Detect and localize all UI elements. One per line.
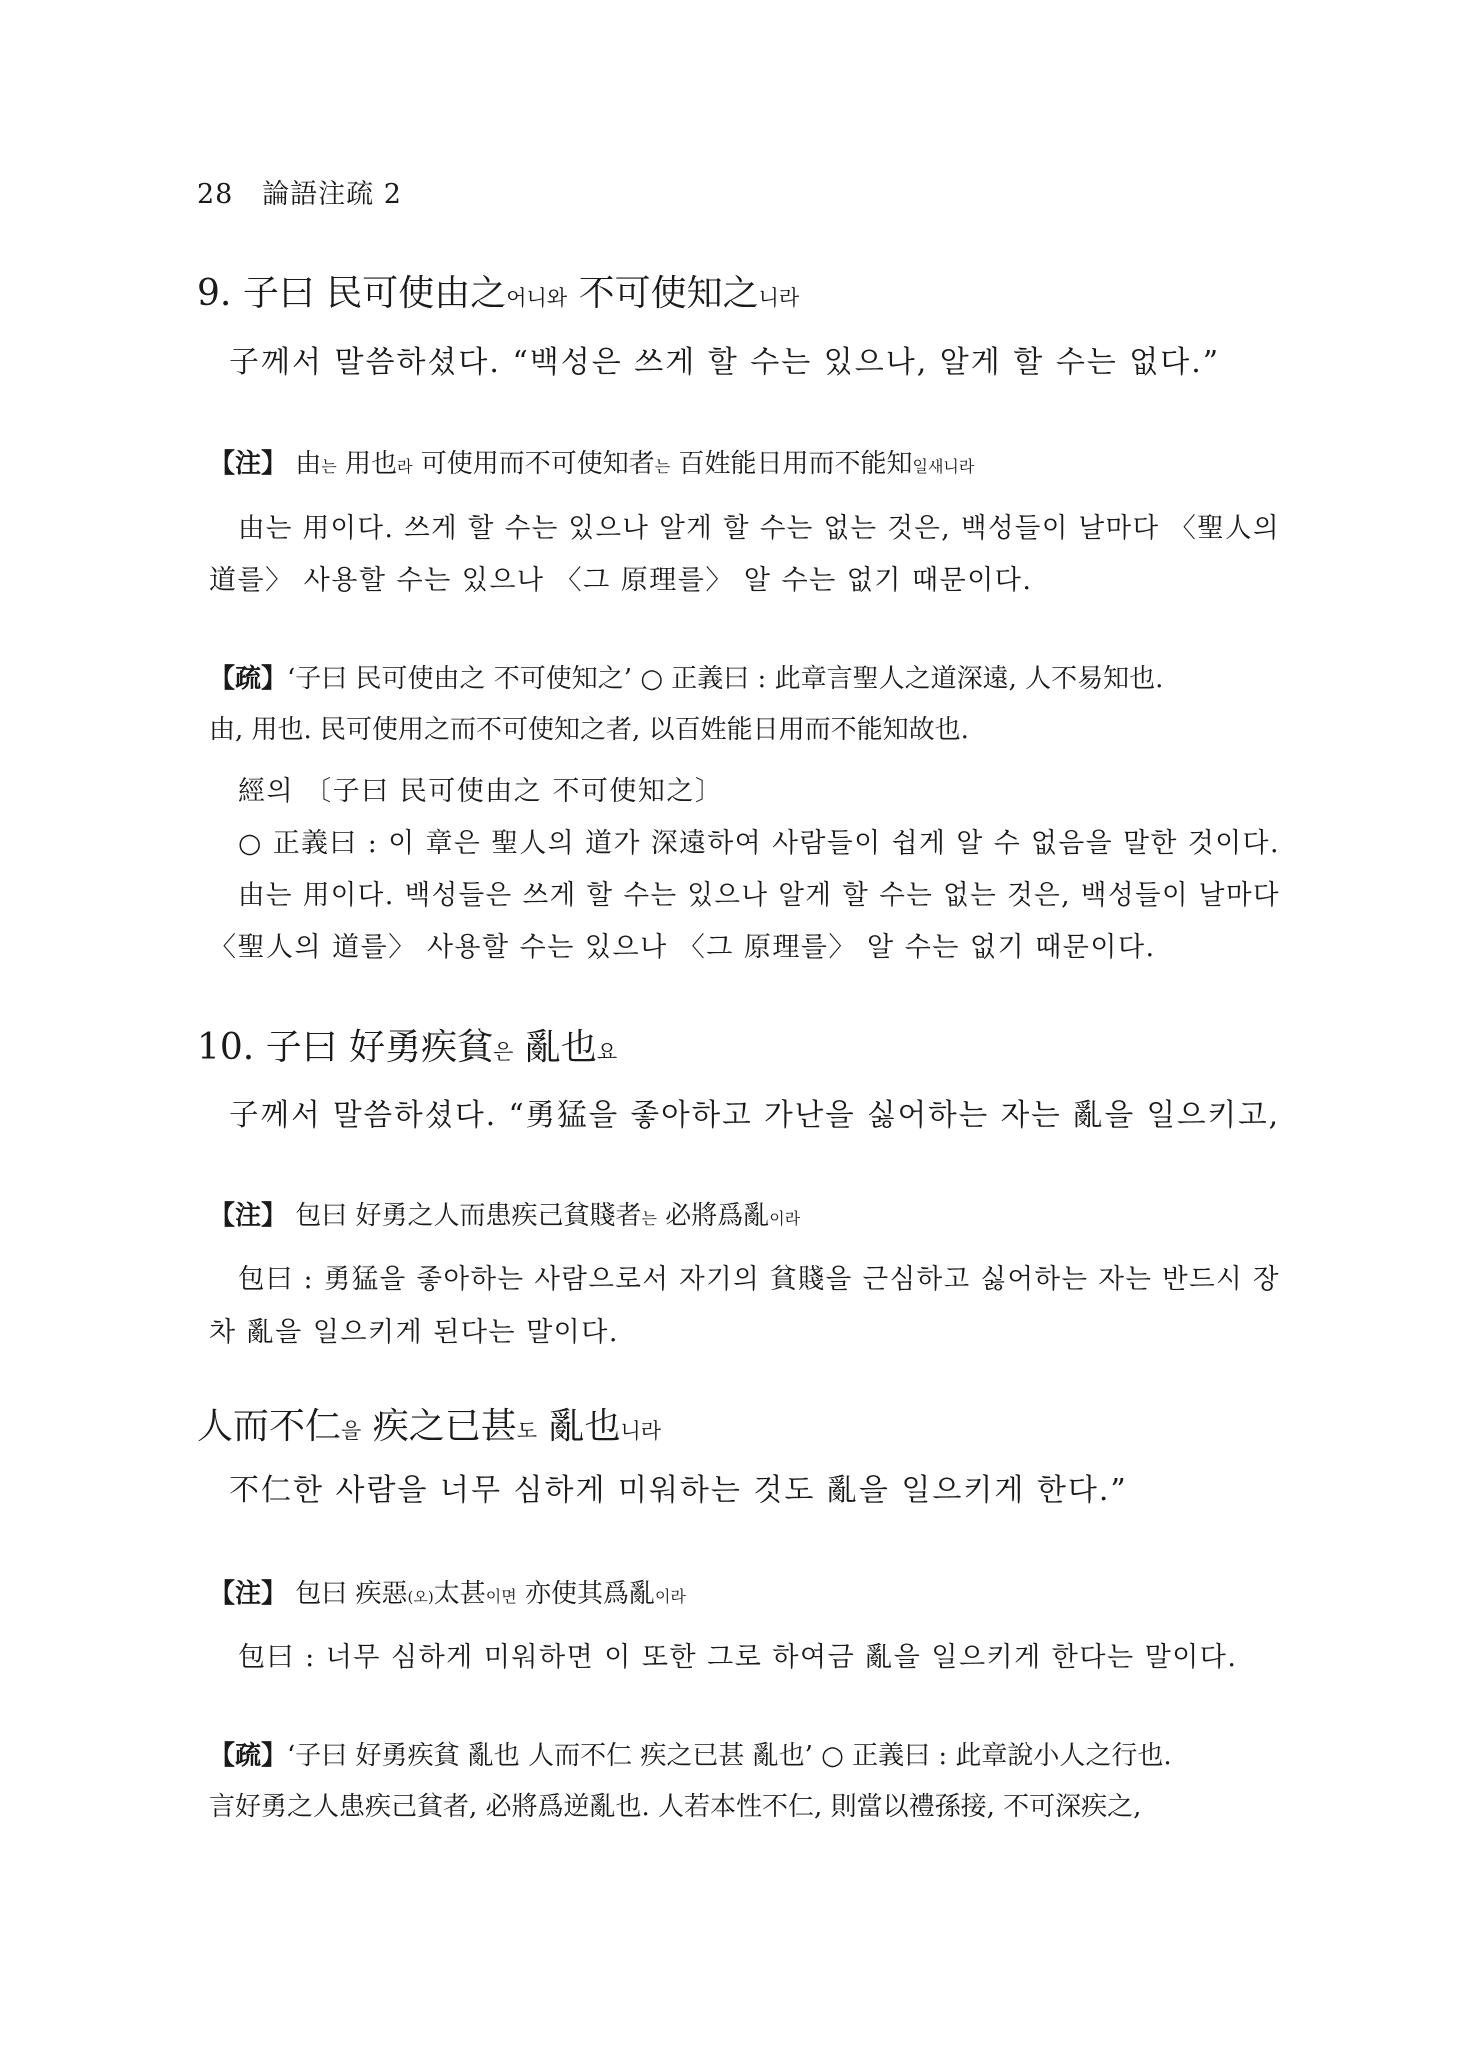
- gloss-particle: 은: [493, 1040, 514, 1064]
- section-9-subcommentary-translation-line-3: 由는 用이다. 백성들은 쓰게 할 수는 있으나 알게 할 수는 없는 것은, 백성들이 날마다: [238, 880, 1281, 911]
- gloss-particle: 도: [516, 1419, 538, 1443]
- section-10-subcommentary-line-1: [209, 1743, 1172, 1769]
- section-10-second-commentary: [209, 1581, 686, 1607]
- section-number: 9.: [197, 273, 232, 314]
- commentary-text: 百姓能日用而不能知: [670, 449, 913, 479]
- section-10-second-commentary-translation: 包曰 : 너무 심하게 미워하면 이 또한 그로 하여금 亂을 일으키게 한다는 말이다.: [238, 1642, 1238, 1673]
- gloss-particle: 이라: [654, 1587, 686, 1606]
- commentary-text: 必將爲亂: [657, 1201, 770, 1231]
- section-10-subcommentary-line-2: 言好勇之人患疾己貧者, 必將爲逆亂也. 人若本性不仁, 則當以禮孫接, 不可深疾之,: [209, 1792, 1142, 1822]
- subcommentary-tag: 【疏】: [209, 1741, 288, 1771]
- running-header: [197, 181, 402, 208]
- classical-text: 不可使知之: [567, 273, 759, 314]
- section-9-commentary: [209, 451, 974, 477]
- section-9-translation: 子께서 말씀하셨다. “백성은 쓰게 할 수는 있으나, 알게 할 수는 없다.”: [229, 345, 1221, 380]
- gloss-particle: 니라: [620, 1419, 662, 1443]
- page-number: 28: [197, 179, 234, 210]
- commentary-text: 可使用而不可使知者: [412, 449, 655, 479]
- section-9-heading: [197, 273, 800, 314]
- commentary-text: 用也: [336, 449, 398, 479]
- commentary-text: 由: [287, 449, 322, 479]
- classical-text: 亂也: [513, 1027, 597, 1068]
- commentary-tag: 【注】: [209, 1201, 288, 1231]
- section-10-commentary: [209, 1203, 800, 1229]
- subcommentary-text: ‘子曰 好勇疾貧 亂也 人而不仁 疾之已甚 亂也’ ○ 正義曰 : 此章說小人之行也.: [287, 1741, 1172, 1771]
- subcommentary-text: ‘子曰 民可使由之 不可使知之’ ○ 正義曰 : 此章言聖人之道深遠, 人不易知也.: [287, 664, 1164, 694]
- commentary-text: 亦使其爲亂: [516, 1579, 655, 1609]
- book-title: 論語注疏 2: [262, 179, 402, 210]
- gloss-particle: 니라: [758, 286, 800, 310]
- classical-text: 疾之已甚: [361, 1406, 517, 1447]
- classical-text: 子曰 好勇疾貧: [265, 1027, 494, 1068]
- section-9-commentary-translation-line-1: 由는 用이다. 쓰게 할 수는 있으나 알게 할 수는 없는 것은, 백성들이 날마다 〈聖人의: [238, 513, 1280, 544]
- section-10-heading: [197, 1027, 618, 1068]
- gloss-particle: 이면: [485, 1587, 517, 1606]
- gloss-particle: 요: [596, 1040, 618, 1064]
- subcommentary-tag: 【疏】: [209, 664, 288, 694]
- gloss-particle: 어니와: [506, 286, 568, 310]
- classical-text: 人而不仁: [197, 1406, 342, 1447]
- commentary-text: 太甚: [433, 1579, 486, 1609]
- pronunciation-gloss: (오): [407, 1588, 434, 1606]
- commentary-tag: 【注】: [209, 1579, 288, 1609]
- section-9-subcommentary-translation-line-1: 經의 〔子曰 民可使由之 不可使知之〕: [238, 776, 724, 807]
- classical-text: 子曰 民可使由之: [242, 273, 507, 314]
- section-10-commentary-translation-line-1: 包曰 : 勇猛을 좋아하는 사람으로서 자기의 貧賤을 근심하고 싫어하는 자는 반드시 장: [238, 1264, 1281, 1295]
- section-9-subcommentary-line-2: 由, 用也. 民可使用之而不可使知之者, 以百姓能日用而不能知故也.: [209, 715, 969, 745]
- section-9-subcommentary-line-1: [209, 666, 1163, 692]
- section-10-translation: 子께서 말씀하셨다. “勇猛을 좋아하고 가난을 싫어하는 자는 亂을 일으키고,: [229, 1098, 1281, 1133]
- gloss-particle: 는: [321, 457, 337, 476]
- section-10-second-passage: [197, 1406, 662, 1447]
- section-9-subcommentary-translation-line-2: ○ 正義曰 : 이 章은 聖人의 道가 深遠하여 사람들이 쉽게 알 수 없음을 말한 것이다.: [238, 828, 1281, 859]
- section-9-subcommentary-translation-line-4: 〈聖人의 道를〉 사용할 수는 있으나 〈그 原理를〉 알 수는 없기 때문이다.: [209, 932, 1156, 963]
- gloss-particle: 는: [641, 1209, 658, 1228]
- gloss-particle: 이라: [769, 1209, 801, 1228]
- gloss-particle: 을: [341, 1419, 362, 1443]
- gloss-particle: 일새니라: [912, 457, 975, 476]
- gloss-particle: 라: [397, 457, 413, 476]
- commentary-text: 包曰 疾惡: [287, 1579, 408, 1609]
- section-9-commentary-translation-line-2: 道를〉 사용할 수는 있으나 〈그 原理를〉 알 수는 없기 때문이다.: [209, 565, 1033, 596]
- classical-text: 亂也: [537, 1406, 621, 1447]
- commentary-text: 包曰 好勇之人而患疾己貧賤者: [287, 1201, 642, 1231]
- commentary-tag: 【注】: [209, 449, 288, 479]
- gloss-particle: 는: [654, 457, 671, 476]
- section-10-second-translation: 不仁한 사람을 너무 심하게 미워하는 것도 亂을 일으키게 한다.”: [229, 1473, 1128, 1508]
- section-10-commentary-translation-line-2: 차 亂을 일으키게 된다는 말이다.: [209, 1317, 619, 1348]
- section-number: 10.: [197, 1027, 255, 1068]
